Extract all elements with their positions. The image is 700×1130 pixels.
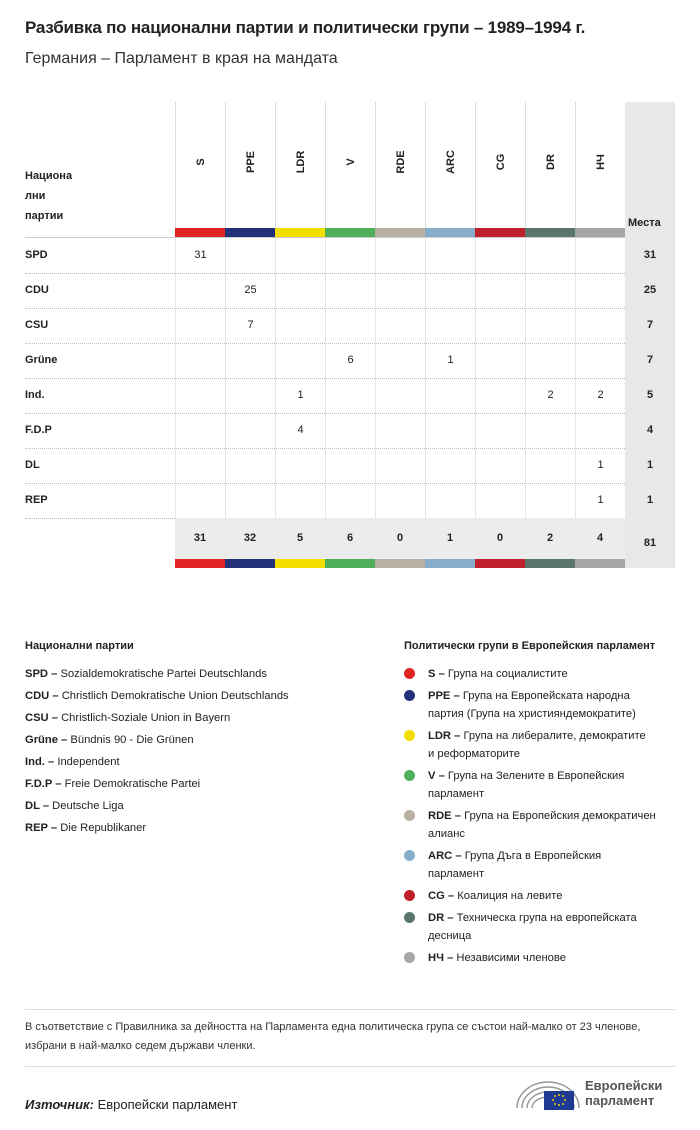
group-color-bar-bottom — [525, 559, 575, 568]
page-subtitle: Германия – Парламент в края на мандата — [25, 50, 338, 67]
party-name: SPD — [25, 249, 48, 261]
group-color-dot — [404, 730, 415, 741]
legend-dash: – — [443, 952, 457, 964]
table-cell — [225, 483, 275, 518]
seats-label: Места — [628, 217, 661, 229]
column-total: 32 — [243, 532, 257, 544]
party-name: CDU — [25, 284, 49, 296]
table-cell: 6 — [325, 343, 375, 378]
party-legend-item — [25, 753, 365, 771]
group-description: Група на Европейската народна — [462, 690, 630, 702]
table-cell — [375, 378, 425, 413]
party-legend-item — [25, 797, 365, 815]
legend-dash: – — [39, 800, 53, 812]
group-color-bar-bottom — [425, 559, 475, 568]
party-legend-item — [25, 819, 365, 837]
table-cell — [275, 308, 325, 343]
group-color-dot — [404, 668, 415, 679]
legend-dash: – — [451, 730, 464, 742]
column-header-label: ARC — [444, 150, 457, 174]
column-header-arc — [425, 102, 475, 228]
table-cell — [475, 273, 525, 308]
table-cell: 2 — [525, 378, 575, 413]
group-color-bar-top — [525, 228, 575, 237]
table-cell — [375, 308, 425, 343]
group-description: парламент — [428, 868, 485, 880]
group-color-bar-top — [275, 228, 325, 237]
group-description: Група Дъга в Европейския — [464, 850, 602, 862]
row-header-label-line: партии — [25, 210, 64, 222]
group-color-bar-bottom — [375, 559, 425, 568]
column-header-label: V — [344, 158, 357, 166]
party-abbr: REP — [25, 822, 48, 834]
group-description: Група на Европейския демократичен — [464, 810, 656, 822]
column-total: 5 — [296, 532, 304, 544]
table-cell — [175, 273, 225, 308]
row-total: 7 — [625, 343, 675, 378]
column-header-ppe — [225, 102, 275, 228]
legend-dash: – — [435, 770, 448, 782]
logo-line-2: парламент — [585, 1093, 655, 1108]
grand-total: 81 — [625, 518, 675, 568]
european-parliament-logo — [513, 1072, 678, 1112]
table-cell — [225, 413, 275, 448]
table-row — [25, 273, 675, 309]
table-cell — [175, 483, 225, 518]
table-cell — [575, 413, 625, 448]
table-cell — [325, 483, 375, 518]
table-row — [25, 413, 675, 449]
party-abbr: Ind. — [25, 756, 45, 768]
group-color-bar-bottom — [175, 559, 225, 568]
table-cell — [525, 448, 575, 483]
row-total: 7 — [625, 308, 675, 343]
national-parties-legend — [25, 640, 365, 841]
legend-dash: – — [57, 734, 71, 746]
party-name: DL — [25, 459, 40, 471]
column-header-label: CG — [494, 153, 507, 171]
table-cell — [525, 308, 575, 343]
legend-dash: – — [44, 756, 58, 768]
column-total: 4 — [596, 532, 604, 544]
column-header-rde — [375, 102, 425, 228]
group-legend-item — [404, 887, 680, 905]
row-header-label-line: Национа — [25, 170, 73, 182]
table-cell — [575, 308, 625, 343]
legend-dash: – — [451, 810, 465, 822]
table-cell: 1 — [425, 343, 475, 378]
table-row — [25, 378, 675, 414]
column-header-label: LDR — [294, 150, 307, 174]
table-cell — [375, 448, 425, 483]
row-header-label-line: лни — [25, 190, 46, 202]
column-header-s — [175, 102, 225, 228]
group-description: парламент — [428, 788, 485, 800]
source — [25, 1097, 237, 1112]
table-cell — [475, 343, 525, 378]
table-cell — [275, 448, 325, 483]
table-row — [25, 308, 675, 344]
footnote: В съответствие с Правилника за дейността на Парламента една политическа група се състои най-малко от 23 членове, избрани в най-малко седем държави членки. — [25, 1009, 675, 1067]
table-cell — [425, 273, 475, 308]
table-cell: 25 — [225, 273, 275, 308]
party-full-name: Sozialdemokratische Partei Deutschlands — [60, 668, 267, 680]
row-total: 25 — [625, 273, 675, 308]
group-code: PPE — [428, 690, 451, 702]
column-header-label: PPE — [244, 150, 257, 174]
party-full-name: Bündnis 90 - Die Grünen — [70, 734, 194, 746]
column-header-label: DR — [544, 154, 557, 170]
table-cell — [425, 308, 475, 343]
table-cell — [175, 413, 225, 448]
table-cell — [475, 448, 525, 483]
group-legend-item — [404, 727, 680, 763]
group-description: Група на либералите, демократите — [463, 730, 646, 742]
table-cell — [325, 238, 375, 273]
group-description: алианс — [428, 828, 465, 840]
party-abbr: DL — [25, 800, 40, 812]
group-code: ARC — [428, 850, 453, 862]
table-cell: 1 — [575, 483, 625, 518]
party-abbr: CDU — [25, 690, 50, 702]
party-full-name: Deutsche Liga — [52, 800, 124, 812]
table-cell — [425, 448, 475, 483]
group-legend-item — [404, 767, 680, 803]
table-cell — [475, 378, 525, 413]
table-cell: 7 — [225, 308, 275, 343]
row-total: 31 — [625, 238, 675, 273]
group-color-dot — [404, 810, 415, 821]
legend-dash: – — [52, 778, 65, 790]
table-cell — [525, 483, 575, 518]
group-description: Независими членове — [456, 952, 566, 964]
table-cell — [375, 343, 425, 378]
table-cell — [375, 238, 425, 273]
party-legend-item — [25, 709, 365, 727]
group-color-bar-bottom — [225, 559, 275, 568]
legend-dash: – — [48, 712, 62, 724]
source-label: Източник: — [25, 1097, 94, 1112]
party-legend-item — [25, 687, 365, 705]
group-description: Група на Зелените в Европейския — [447, 770, 625, 782]
legend-dash: – — [47, 822, 61, 834]
column-total: 2 — [546, 532, 554, 544]
group-description: Коалиция на левите — [457, 890, 563, 902]
table-cell — [225, 448, 275, 483]
group-color-dot — [404, 890, 415, 901]
legend-dash: – — [444, 912, 457, 924]
table-row — [25, 238, 675, 274]
national-parties-title: Национални партии — [25, 640, 134, 652]
column-header-v — [325, 102, 375, 228]
group-description: Техническа група на европейската — [456, 912, 637, 924]
legend-dash: – — [450, 690, 463, 702]
legend-dash: – — [435, 668, 448, 680]
page-title: Разбивка по национални партии и политически групи – 1989–1994 г. — [25, 18, 586, 37]
group-code: V — [428, 770, 436, 782]
row-total: 4 — [625, 413, 675, 448]
group-color-dot — [404, 770, 415, 781]
table-cell — [325, 448, 375, 483]
column-total: 0 — [396, 532, 404, 544]
column-header-label: RDE — [394, 150, 407, 174]
column-header-нч — [575, 102, 625, 228]
table-cell — [375, 483, 425, 518]
table-row — [25, 448, 675, 484]
column-header-ldr — [275, 102, 325, 228]
party-full-name: Freie Demokratische Partei — [64, 778, 201, 790]
group-color-bar-bottom — [275, 559, 325, 568]
table-row — [25, 343, 675, 379]
table-cell — [575, 343, 625, 378]
parliament-hemicycle-icon — [513, 1072, 583, 1112]
group-code: RDE — [428, 810, 452, 822]
table-cell — [275, 273, 325, 308]
table-cell — [575, 273, 625, 308]
column-total: 6 — [346, 532, 354, 544]
logo-text — [585, 1078, 662, 1108]
table-cell — [475, 238, 525, 273]
table-cell — [575, 238, 625, 273]
party-abbr: SPD — [25, 668, 49, 680]
group-color-bar-bottom — [475, 559, 525, 568]
table-cell — [225, 378, 275, 413]
table-cell: 1 — [275, 378, 325, 413]
table-cell — [525, 343, 575, 378]
party-abbr: CSU — [25, 712, 49, 724]
group-color-bar-bottom — [575, 559, 625, 568]
group-legend-item — [404, 807, 680, 843]
column-header-cg — [475, 102, 525, 228]
table-cell — [475, 308, 525, 343]
column-header-label: S — [194, 158, 207, 166]
party-full-name: Die Republikaner — [60, 822, 147, 834]
political-groups-title: Политически групи в Европейския парламент — [404, 640, 656, 652]
table-cell — [275, 343, 325, 378]
group-description: десница — [428, 930, 472, 942]
column-total: 0 — [496, 532, 504, 544]
logo-line-1: Европейски — [585, 1078, 663, 1093]
table-cell — [525, 238, 575, 273]
legend-dash: – — [452, 850, 465, 862]
group-code: CG — [428, 890, 445, 902]
table-cell — [275, 238, 325, 273]
table-cell — [525, 413, 575, 448]
table-cell — [175, 343, 225, 378]
group-color-bar-top — [475, 228, 525, 237]
table-cell — [275, 483, 325, 518]
party-name: F.D.P — [25, 424, 52, 436]
row-total: 5 — [625, 378, 675, 413]
table-cell — [225, 343, 275, 378]
group-code: DR — [428, 912, 445, 924]
party-name: CSU — [25, 319, 49, 331]
group-legend-item — [404, 665, 680, 683]
table-cell — [375, 273, 425, 308]
party-legend-item — [25, 665, 365, 683]
table-cell — [475, 413, 525, 448]
legend-dash: – — [444, 890, 458, 902]
legend-dash: – — [49, 690, 62, 702]
group-code: S — [428, 668, 436, 680]
group-legend-item — [404, 687, 680, 723]
table-cell — [325, 308, 375, 343]
table-cell — [425, 483, 475, 518]
group-color-bar-top — [325, 228, 375, 237]
row-header-label — [25, 166, 85, 226]
table-cell — [175, 378, 225, 413]
party-legend-item — [25, 731, 365, 749]
table-cell: 2 — [575, 378, 625, 413]
table-cell — [325, 378, 375, 413]
party-name: REP — [25, 494, 48, 506]
party-abbr: Grüne — [25, 734, 58, 746]
table-cell — [475, 483, 525, 518]
party-name: Grüne — [25, 354, 58, 366]
political-groups-legend — [404, 640, 680, 971]
group-legend-item — [404, 847, 680, 883]
party-full-name: Christlich-Soziale Union in Bayern — [61, 712, 231, 724]
party-name: Ind. — [25, 389, 45, 401]
party-abbr: F.D.P — [25, 778, 53, 790]
table-cell — [175, 448, 225, 483]
group-description: партия (Група на християндемократите) — [428, 708, 636, 720]
legend-dash: – — [48, 668, 61, 680]
table-cell — [325, 273, 375, 308]
group-legend-item — [404, 909, 680, 945]
table-cell: 4 — [275, 413, 325, 448]
table-cell: 1 — [575, 448, 625, 483]
group-description: Група на социалистите — [447, 668, 568, 680]
group-color-bar-top — [175, 228, 225, 237]
column-header-dr — [525, 102, 575, 228]
column-header-label: НЧ — [594, 154, 607, 170]
party-full-name: Independent — [57, 756, 120, 768]
table-cell — [175, 308, 225, 343]
party-full-name: Christlich Demokratische Union Deutschlands — [61, 690, 289, 702]
table-cell — [225, 238, 275, 273]
group-color-bar-top — [575, 228, 625, 237]
group-description: и реформаторите — [428, 748, 521, 760]
group-color-dot — [404, 690, 415, 701]
group-color-bar-bottom — [325, 559, 375, 568]
column-total: 31 — [193, 532, 207, 544]
row-total: 1 — [625, 448, 675, 483]
group-color-bar-top — [225, 228, 275, 237]
source-value: Европейски парламент — [97, 1097, 238, 1112]
table-cell — [525, 273, 575, 308]
group-color-dot — [404, 952, 415, 963]
table-cell — [375, 413, 425, 448]
table-cell: 31 — [175, 238, 225, 273]
group-color-bar-top — [425, 228, 475, 237]
group-legend-item — [404, 949, 680, 967]
group-color-dot — [404, 912, 415, 923]
row-total: 1 — [625, 483, 675, 518]
table-row — [25, 483, 675, 519]
table-cell — [425, 378, 475, 413]
group-color-bar-top — [375, 228, 425, 237]
table-cell — [325, 413, 375, 448]
table-cell — [425, 238, 475, 273]
group-code: НЧ — [428, 952, 444, 964]
table-cell — [425, 413, 475, 448]
group-code: LDR — [428, 730, 451, 742]
seats-column-header — [625, 102, 675, 238]
column-total: 1 — [446, 532, 454, 544]
seats-table — [25, 102, 675, 568]
party-legend-item — [25, 775, 365, 793]
group-color-dot — [404, 850, 415, 861]
